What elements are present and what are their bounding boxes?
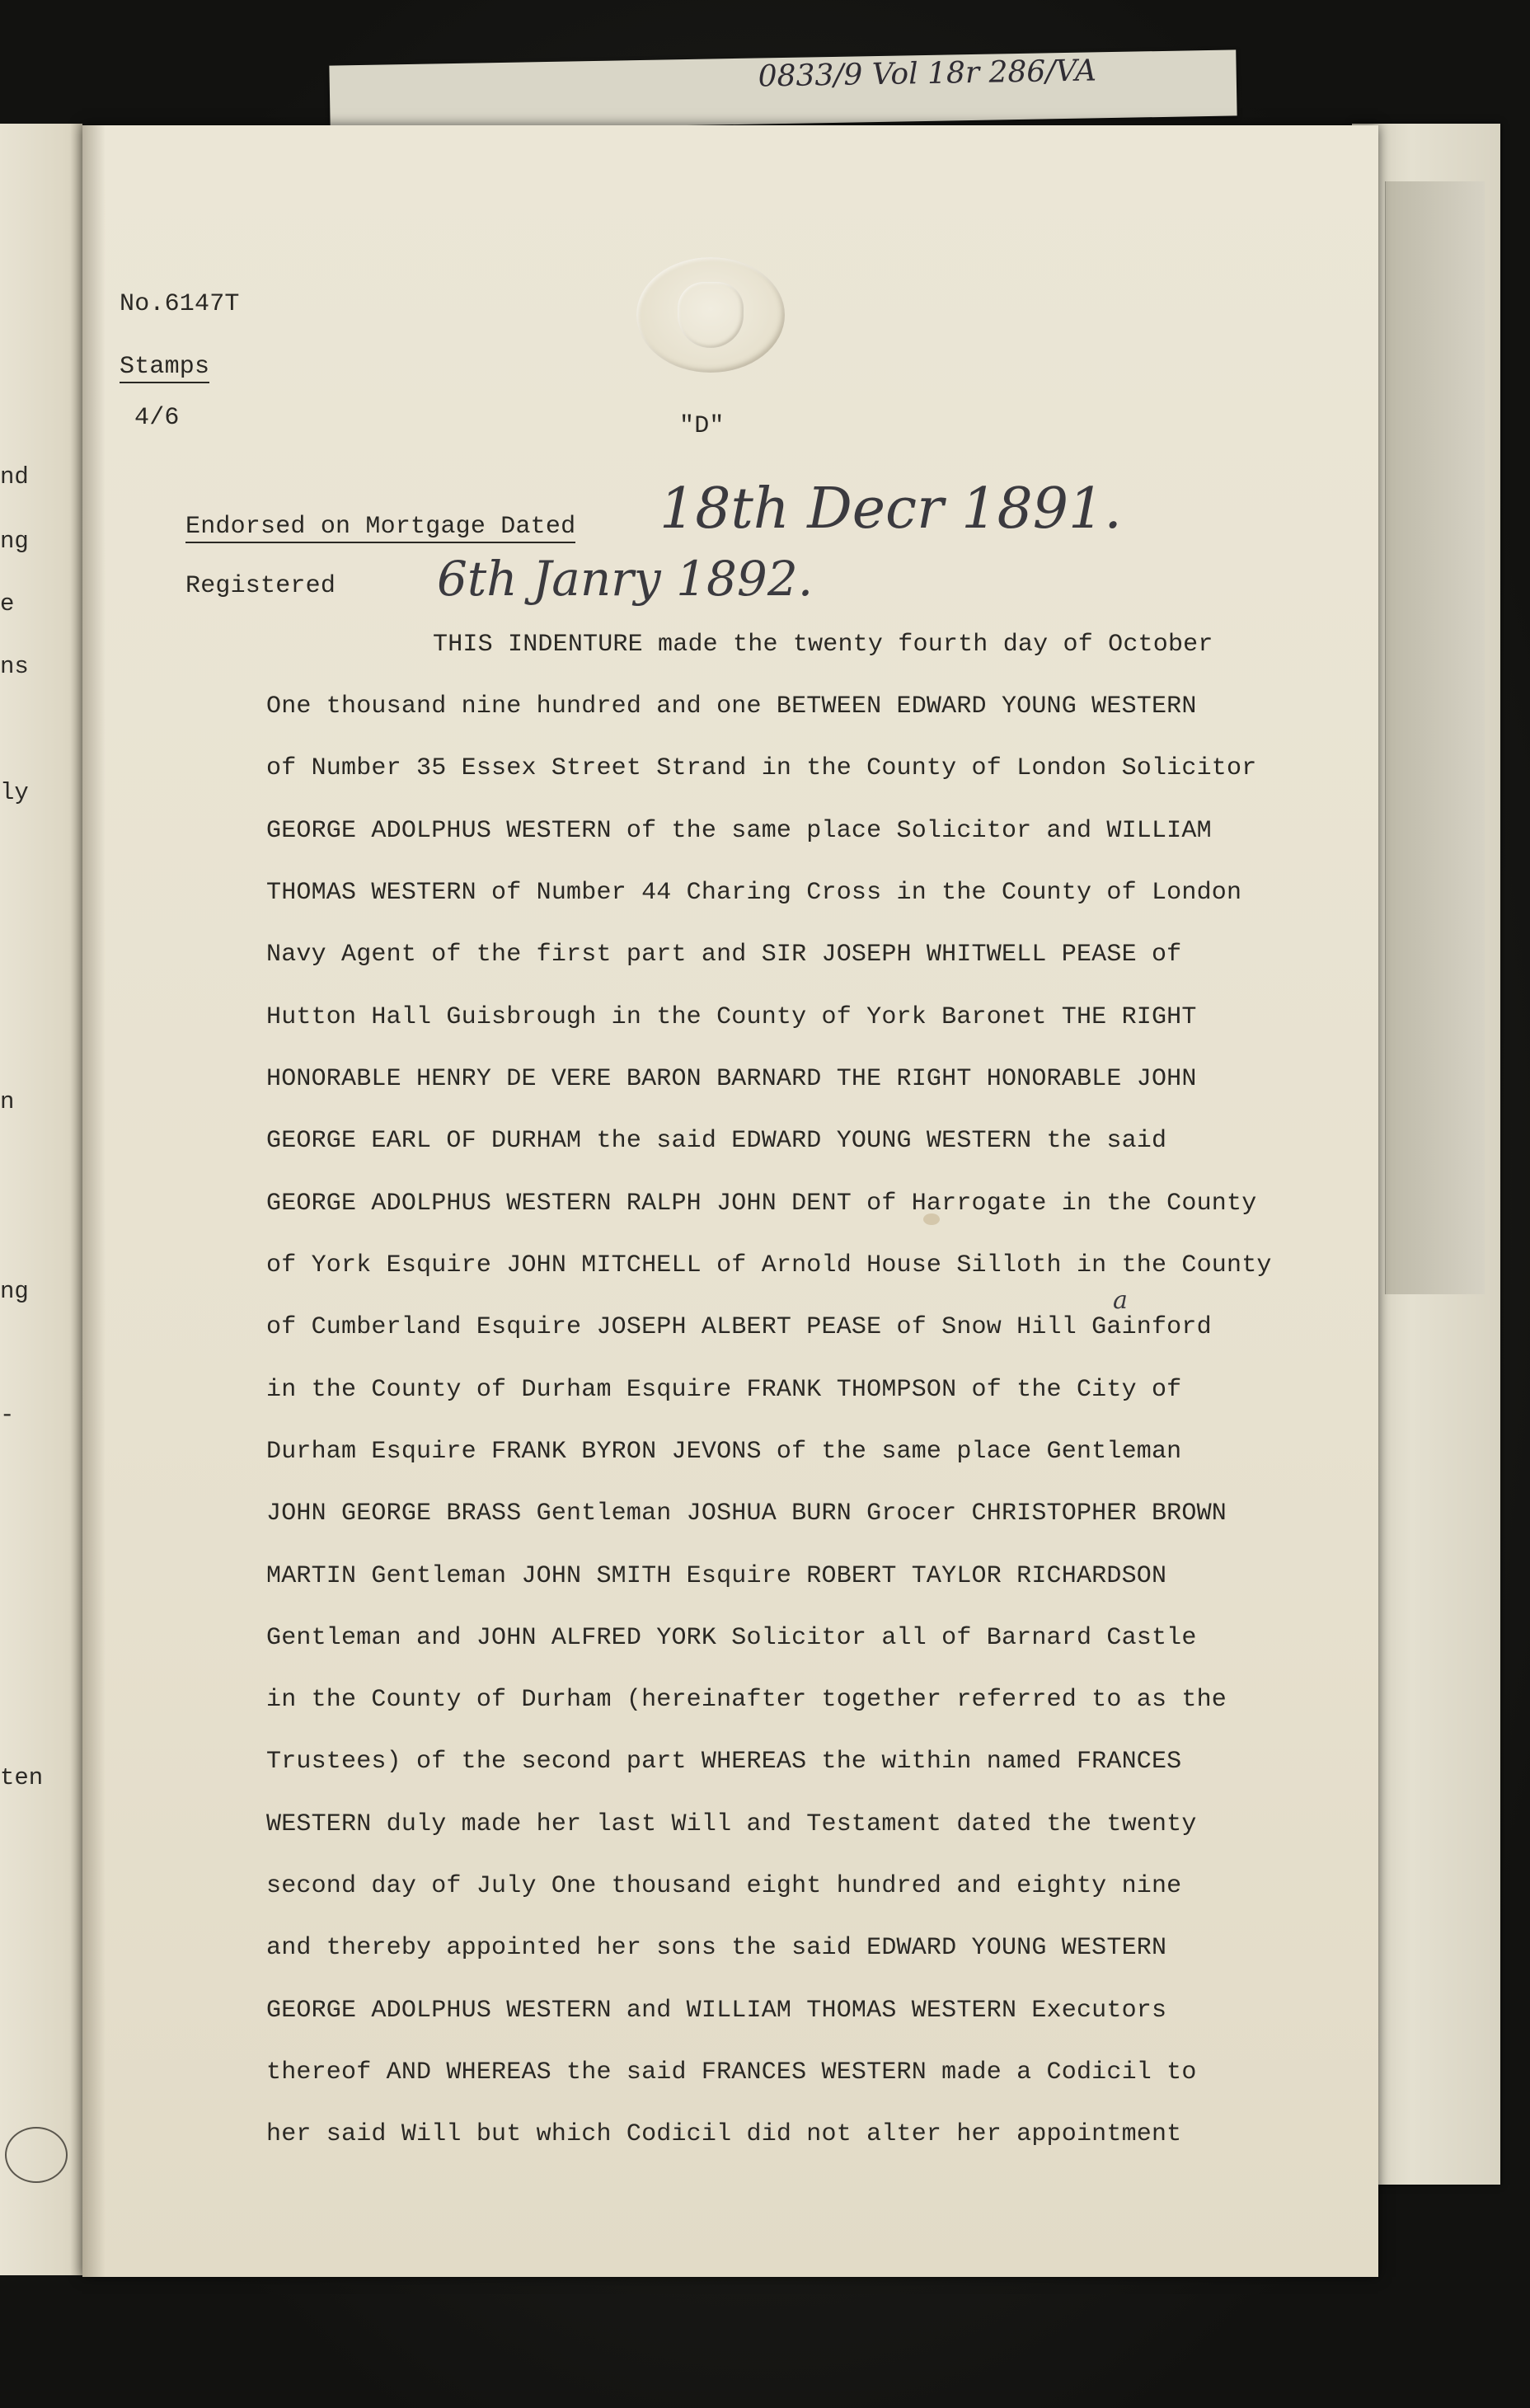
stamps-label: Stamps <box>120 353 209 383</box>
body-line: Hutton Hall Guisbrough in the County of York Baronet THE RIGHT <box>266 1003 1197 1031</box>
body-line: her said Will but which Codicil did not alter her appointment <box>266 2120 1182 2148</box>
registered-date-handwritten: 6th Janry 1892. <box>437 551 814 607</box>
left-fragment: ten <box>0 1764 44 1791</box>
body-line: Durham Esquire FRANK BYRON JEVONS of the same place Gentleman <box>266 1438 1182 1466</box>
left-fragment: nd <box>0 463 29 491</box>
body-line: Navy Agent of the first part and SIR JOSEPH WHITWELL PEASE of <box>266 941 1182 969</box>
body-line: THOMAS WESTERN of Number 44 Charing Cross in the County of London <box>266 879 1242 907</box>
body-line: GEORGE ADOLPHUS WESTERN RALPH JOHN DENT of Harrogate in the County <box>266 1190 1257 1218</box>
body-line: of York Esquire JOHN MITCHELL of Arnold House Silloth in the County <box>266 1251 1272 1279</box>
page-gutter-shadow <box>82 125 106 2277</box>
endorsed-label: Endorsed on Mortgage Dated <box>185 513 575 543</box>
left-fragment: ly <box>0 779 29 806</box>
body-line: and thereby appointed her sons the said EDWARD YOUNG WESTERN <box>266 1934 1167 1962</box>
body-line: GEORGE ADOLPHUS WESTERN of the same place Solicitor and WILLIAM <box>266 817 1212 845</box>
left-fragment: ng <box>0 1278 29 1305</box>
body-line: Trustees) of the second part WHEREAS the within named FRANCES <box>266 1748 1182 1776</box>
endorsed-date-handwritten: 18th Decr 1891. <box>659 476 1122 542</box>
left-fragment: e <box>0 590 15 617</box>
interlinear-correction: a <box>1113 1286 1128 1315</box>
right-page-stack-inner <box>1385 181 1485 1294</box>
body-line: THIS INDENTURE made the twenty fourth day of October <box>433 631 1213 659</box>
left-fragment: n <box>0 1088 15 1115</box>
left-fragment: - <box>0 1401 15 1429</box>
body-line: second day of July One thousand eight hundred and eighty nine <box>266 1872 1182 1900</box>
left-fragment: ns <box>0 653 29 680</box>
archive-reference: 0833/9 Vol 18r 286/VA <box>758 54 1097 94</box>
left-fragment: ng <box>0 528 29 555</box>
stamps-value: 4/6 <box>134 404 180 432</box>
body-line: Gentleman and JOHN ALFRED YORK Solicitor all of Barnard Castle <box>266 1624 1197 1652</box>
body-line: JOHN GEORGE BRASS Gentleman JOSHUA BURN Grocer CHRISTOPHER BROWN <box>266 1500 1227 1528</box>
body-line: GEORGE EARL OF DURHAM the said EDWARD YOUNG WESTERN the said <box>266 1127 1167 1155</box>
body-line: GEORGE ADOLPHUS WESTERN and WILLIAM THOMAS WESTERN Executors <box>266 1997 1167 2025</box>
left-facing-page <box>0 124 82 2275</box>
body-line: HONORABLE HENRY DE VERE BARON BARNARD THE RIGHT HONORABLE JOHN <box>266 1065 1197 1093</box>
body-line: in the County of Durham Esquire FRANK THOMPSON of the City of <box>266 1376 1182 1404</box>
body-line: in the County of Durham (hereinafter together referred to as the <box>266 1686 1227 1714</box>
registered-label: Registered <box>185 572 336 600</box>
body-line: WESTERN duly made her last Will and Testament dated the twenty <box>266 1810 1197 1838</box>
body-line: of Cumberland Esquire JOSEPH ALBERT PEASE of Snow Hill Gainford <box>266 1313 1212 1341</box>
document-letter: "D" <box>679 412 725 440</box>
left-page-signature-mark <box>5 2127 68 2183</box>
embossed-royal-seal <box>636 257 785 373</box>
body-line: of Number 35 Essex Street Strand in the County of London Solicitor <box>266 754 1257 782</box>
body-line: MARTIN Gentleman JOHN SMITH Esquire ROBERT TAYLOR RICHARDSON <box>266 1562 1167 1590</box>
body-line: thereof AND WHEREAS the said FRANCES WESTERN made a Codicil to <box>266 2058 1197 2086</box>
body-line: One thousand nine hundred and one BETWEEN EDWARD YOUNG WESTERN <box>266 692 1197 721</box>
seal-crest-icon <box>678 282 744 348</box>
document-number: No.6147T <box>120 290 240 318</box>
